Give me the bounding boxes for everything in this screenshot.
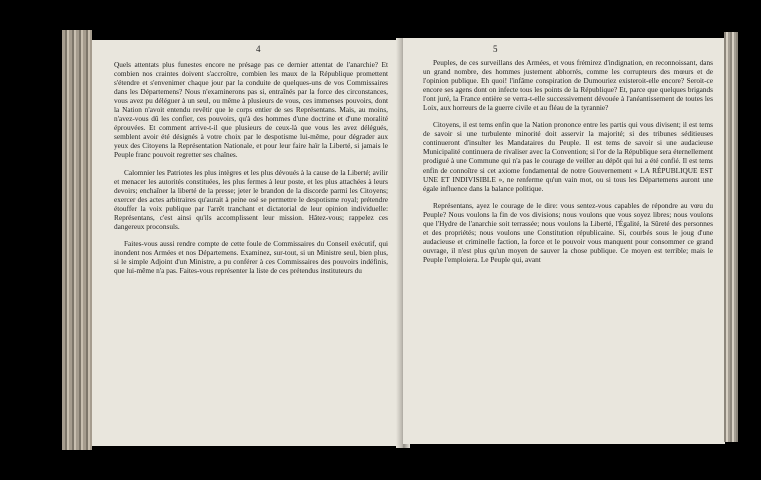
right-page — [403, 38, 725, 444]
page-number-right: 5 — [493, 44, 498, 54]
left-page — [92, 40, 402, 446]
left-paragraph: Calomnier les Patriotes les plus intègres et les plus dévoués à la cause de la Liberté; avilir et menacer les autorités constituées, les plus fermes à leur poste, et les plus attachées à leurs devoirs; enchaîner la liberté de la presse; jeter le brandon de la discorde parmi les Citoyens; exercer des actes arbitraires qu'aurait à peine osé se permettre le despotisme royal; prétendre étouffer la voix publique par l'arrêt tranchant et dictatorial de leur opinion individuelle: Représentans, c'est ainsi qu'ils accomplissent leur mission. Hâtez-vous; rappelez ces dangereux proconsuls. — [114, 167, 388, 231]
right-paragraph: Représentans, ayez le courage de le dire: vous sentez-vous capables de répondre au vœu du Peuple? Nous voulons la fin de vos divisions; nous voulons que vous soyez libres; nous voulons que l'Hydre de l'anarchie soit terrassée; nous voulons la Liberté, l'Égalité, la Sûreté des personnes et des propriétés; nous voulons une Constitution républicaine. Si, courbés sous le joug d'une audacieuse et criminelle faction, la force et le pouvoir vous manquent pour consommer ce grand ouvrage, il n'est plus qu'un moyen de sauver la chose publique. Ce moyen est terrible; mais le Peuple l'emploiera. Le Peuple qui, avant — [423, 200, 713, 264]
right-page-text — [423, 58, 713, 272]
left-paragraph: Faites-vous aussi rendre compte de cette foule de Commissaires du Conseil exécutif, qui inondent nos Armées et nos Départemens. Examinez, sur-tout, si un Ministre seul, bien plus, si le simple Adjoint d'un Ministre, a pu conférer à ces Commissaires des pouvoirs indéfinis, que lui-même n'a pas. Faites-vous représenter la liste de ces prétendus instituteurs du — [114, 238, 388, 275]
book-cover-edge — [62, 30, 92, 450]
left-page-text — [114, 60, 388, 283]
page-stack-edge — [724, 32, 738, 442]
right-paragraph: Peuples, de ces surveillans des Armées, et vous frémirez d'indignation, en reconnoissant, dans un grand nombre, des hommes justement abhorrés, comme les corrupteurs des mœurs et de l'opinion publique. Eh quoi! l'infâme conspiration de Dumouriez existeroit-elle encore? Seroit-ce encore ses agens dont on infecte tous les points de la République? Et, parce que quelques brigands l'ont juré, la France entière se verra-t-elle successivement dévouée à l'anéantissement de toutes les Loix, aux horreurs de la guerre civile et au fléau de la tyrannie? — [423, 58, 713, 113]
page-number-left: 4 — [256, 44, 261, 54]
right-paragraph: Citoyens, il est tems enfin que la Nation prononce entre les partis qui vous divisent; il est tems de savoir si une turbulente minorité doit asservir la majorité; si des tribunes séditieuses continueront d'insulter les Mandataires du Peuple. Il est tems de savoir si une audacieuse Municipalité continuera de rivaliser avec la Convention; si l'or de la République sera éternellement prodigué à une Commune qui n'a pas le courage de veiller au dépôt qui lui a été confié. Il est tems enfin de connoître si cet axiome fondamental de notre Gouvernement « LA RÉPUBLIQUE EST UNE ET INDIVISIBLE », ne renferme qu'un vain mot, ou si tous les Départemens auront une égale influence dans la balance politique. — [423, 120, 713, 193]
left-paragraph: Quels attentats plus funestes encore ne présage pas ce dernier attentat de l'anarchie? Et combien nos craintes doivent s'accroître, combien les maux de la République promettent s'étendre et s'envenimer chaque jour par la conduite de quelques-uns de vos Commissaires dans les Départemens? Nous n'examinerons pas si, entraînés par la force des circonstances, vous avez pu déléguer à un seul, ou même à plusieurs de vous, ces immenses pouvoirs, dont la Nation n'avoit entendu revêtir que le corps entier de ses Représentans. Mais, au moins, n'avez-vous dû les confier, ces pouvoirs, qu'à des hommes d'une doctrine et d'une moralité éprouvées. Et comment arrive-t-il que plusieurs de ceux-là que vous les avez délégués, semblent avoir été désignés à votre choix par le despotisme lui-même, pour dégrader aux yeux des Citoyens la Représentation Nationale, et pour leur faire haïr la Liberté, si jamais le Peuple franc pouvoit regretter ses chaînes. — [114, 60, 388, 160]
